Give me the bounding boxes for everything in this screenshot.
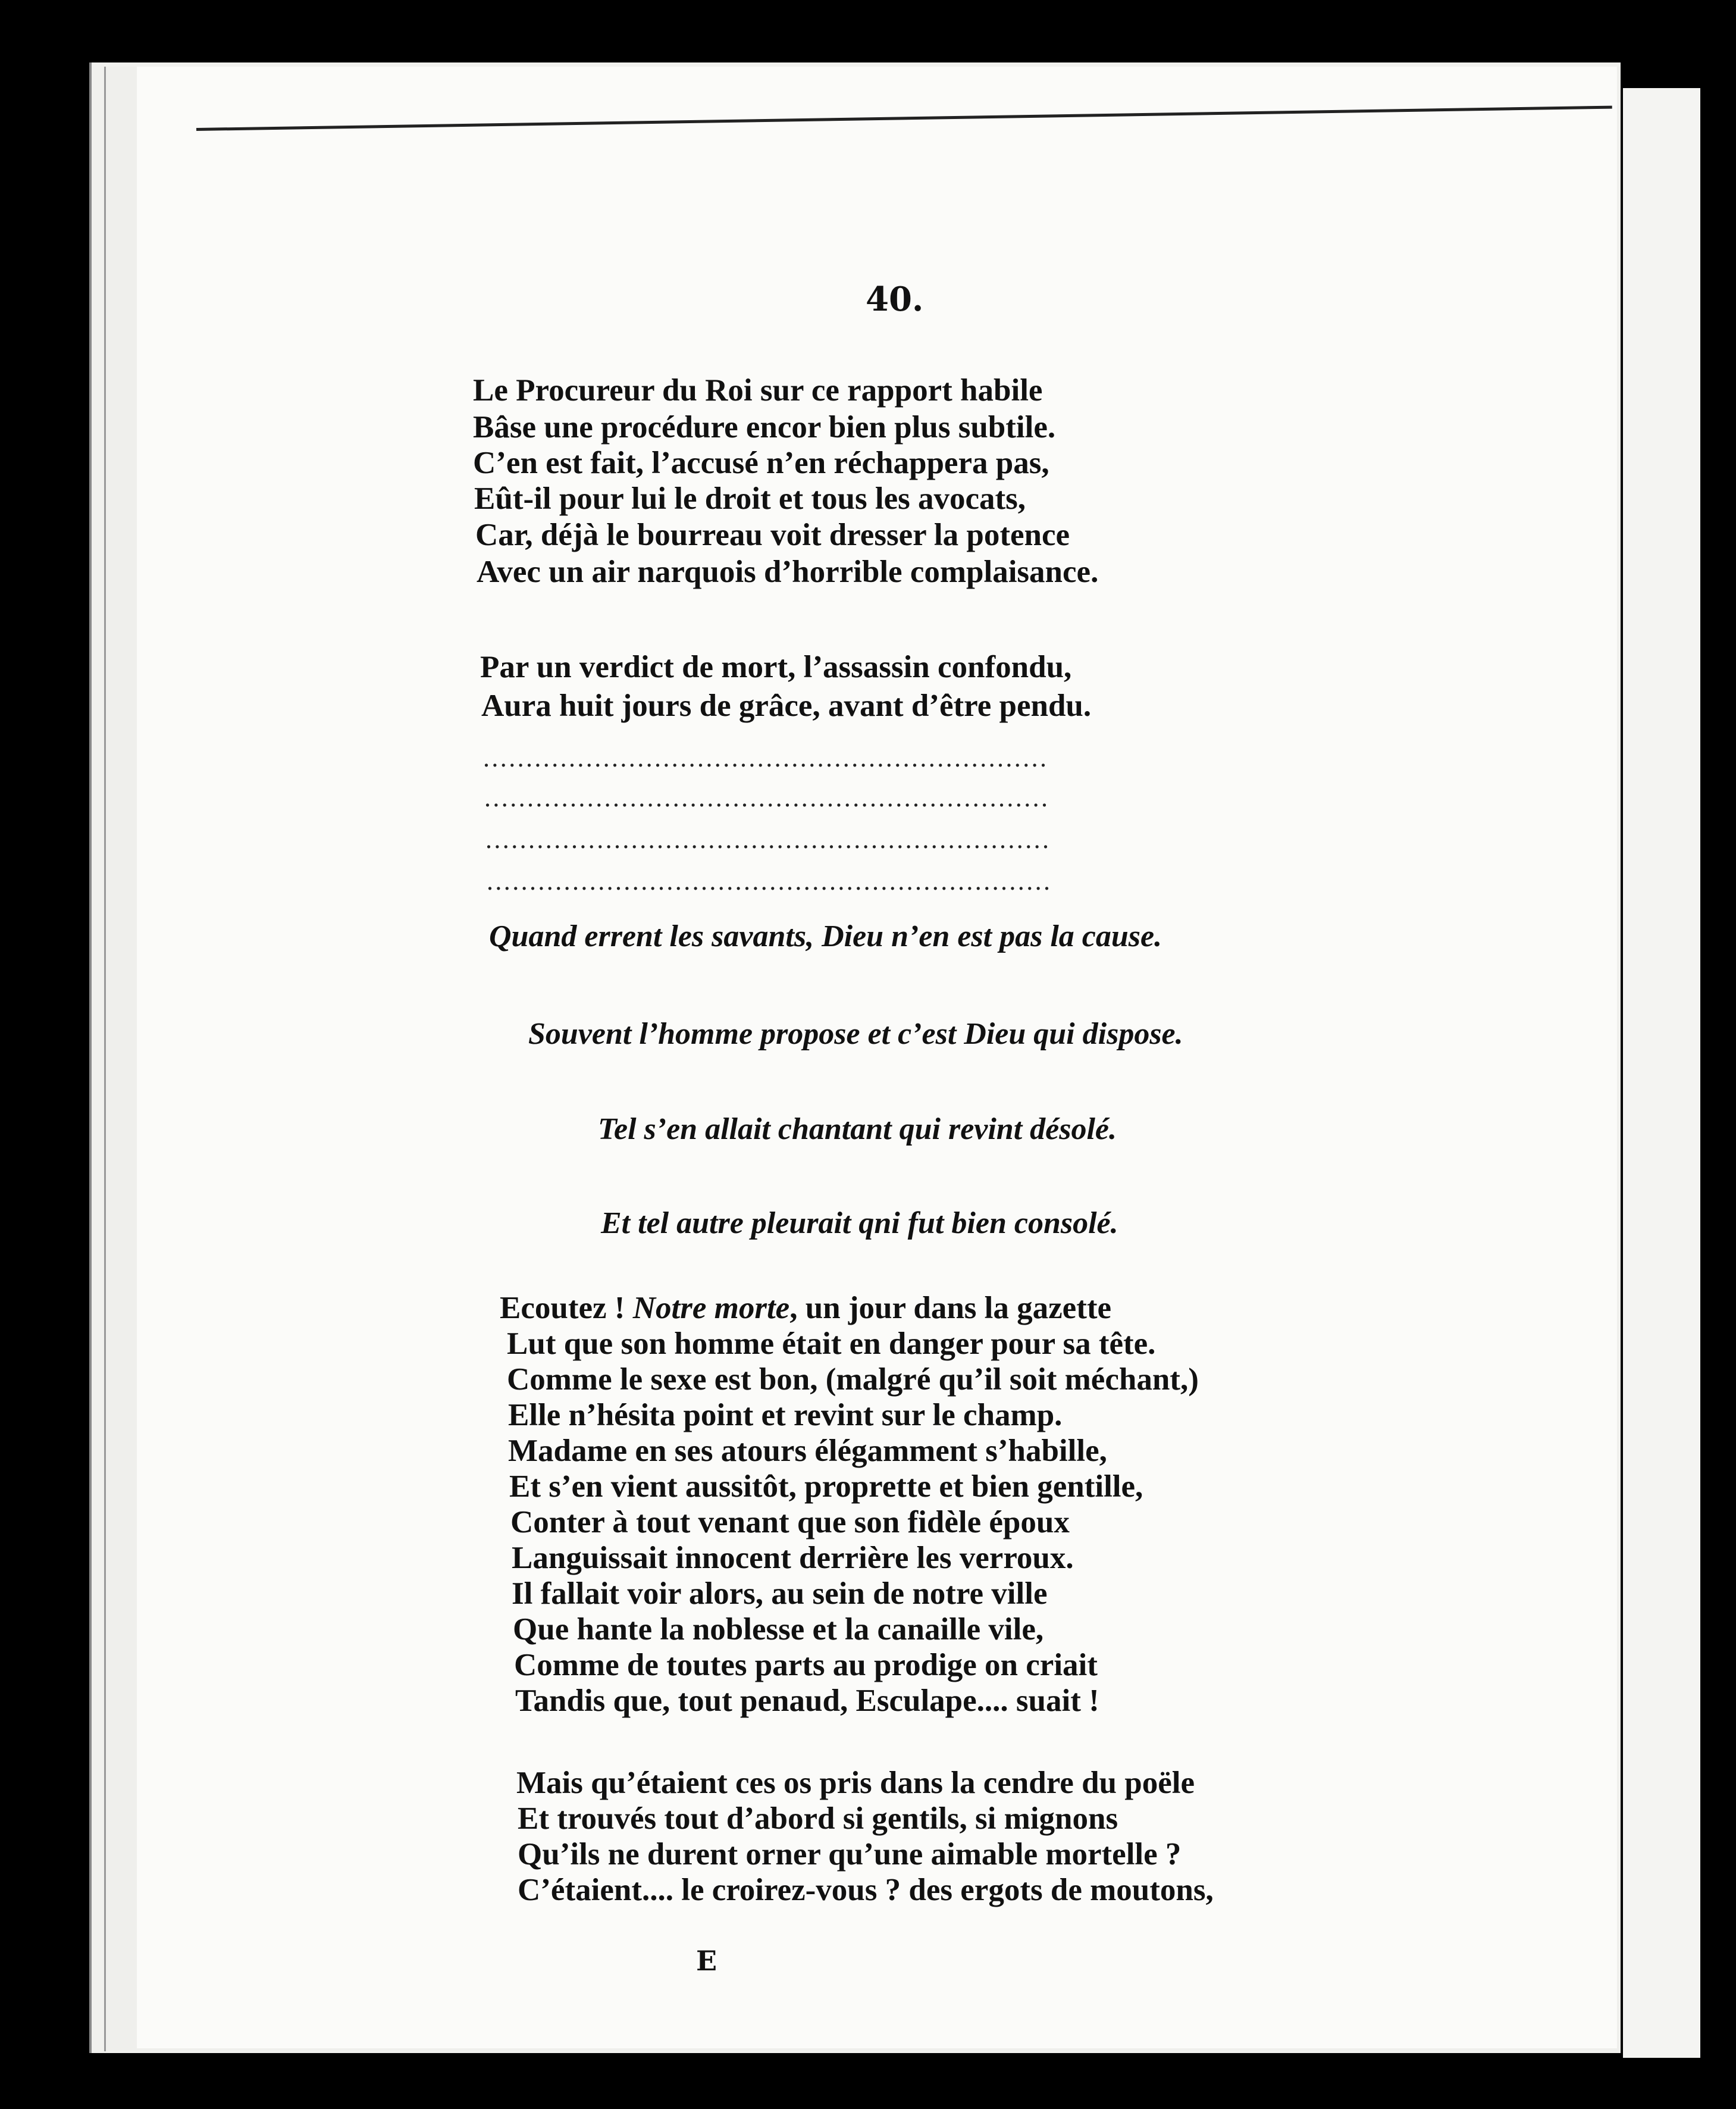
verse-line: Et s’en vient aussitôt, proprette et bien gentille, — [509, 1469, 1143, 1504]
verse-line: Que hante la noblesse et la canaille vile, — [513, 1612, 1044, 1647]
verse-line: Conter à tout venant que son fidèle époux — [510, 1505, 1070, 1539]
page — [137, 67, 1617, 2048]
verse-line: Lut que son homme était en danger pour sa tête. — [507, 1326, 1156, 1361]
verse-line: Eût-il pour lui le droit et tous les avocats, — [474, 481, 1026, 516]
page-number: 40. — [866, 280, 924, 319]
maxim-line: Souvent l’homme propose et c’est Dieu qui dispose. — [528, 1017, 1183, 1051]
verse-line: Qu’ils ne durent orner qu’une aimable mortelle ? — [518, 1837, 1182, 1872]
dotted-line: .................................................................. — [483, 743, 1049, 772]
verse-line: Languissait innocent derrière les verroux. — [512, 1541, 1074, 1575]
dotted-line: .................................................................. — [485, 825, 1051, 854]
maxim-line: Quand errent les savants, Dieu n’en est pas la cause. — [489, 919, 1162, 953]
verse-text: Ecoutez ! — [500, 1291, 633, 1325]
verse-line: Bâse une procédure encor bien plus subtile. — [473, 410, 1056, 445]
verse-line: C’en est fait, l’accusé n’en réchappera pas, — [473, 446, 1049, 480]
verse-line: Comme de toutes parts au prodige on criait — [514, 1648, 1098, 1682]
verse-line: Tandis que, tout penaud, Esculape.... suait ! — [515, 1684, 1099, 1718]
dotted-line: .................................................................. — [484, 783, 1050, 812]
verse-line: C’étaient.... le croirez-vous ? des ergots de moutons, — [518, 1873, 1214, 1907]
signature-mark: E — [696, 1945, 717, 1977]
verse-line: Mais qu’étaient ces os pris dans la cendre du poële — [516, 1766, 1195, 1800]
verse-line: Il fallait voir alors, au sein de notre ville — [512, 1576, 1048, 1611]
verse-italic: Notre morte — [632, 1291, 790, 1325]
verse-line: Le Procureur du Roi sur ce rapport habile — [473, 373, 1043, 408]
verse-line: Elle n’hésita point et revint sur le champ. — [508, 1398, 1063, 1432]
maxim-line: Et tel autre pleurait qni fut bien consolé. — [601, 1206, 1118, 1240]
facing-page-edge — [1623, 88, 1700, 2058]
verse-line: Aura huit jours de grâce, avant d’être pendu. — [481, 689, 1092, 723]
verse-line — [500, 1293, 1111, 1324]
verse-line: Madame en ses atours élégamment s’habille, — [508, 1434, 1107, 1468]
verse-line: Avec un air narquois d’horrible complaisance. — [477, 555, 1099, 589]
verse-line: Car, déjà le bourreau voit dresser la potence — [475, 518, 1070, 552]
dotted-line: .................................................................. — [487, 866, 1052, 896]
verse-line: Comme le sexe est bon, (malgré qu’il soit méchant,) — [507, 1362, 1199, 1397]
verse-line: Par un verdict de mort, l’assassin confondu, — [480, 650, 1072, 684]
verse-text: , un jour dans la gazette — [789, 1291, 1112, 1325]
verse-line: Et trouvés tout d’abord si gentils, si mignons — [518, 1801, 1118, 1836]
maxim-line: Tel s’en allait chantant qui revint désolé. — [598, 1112, 1117, 1146]
